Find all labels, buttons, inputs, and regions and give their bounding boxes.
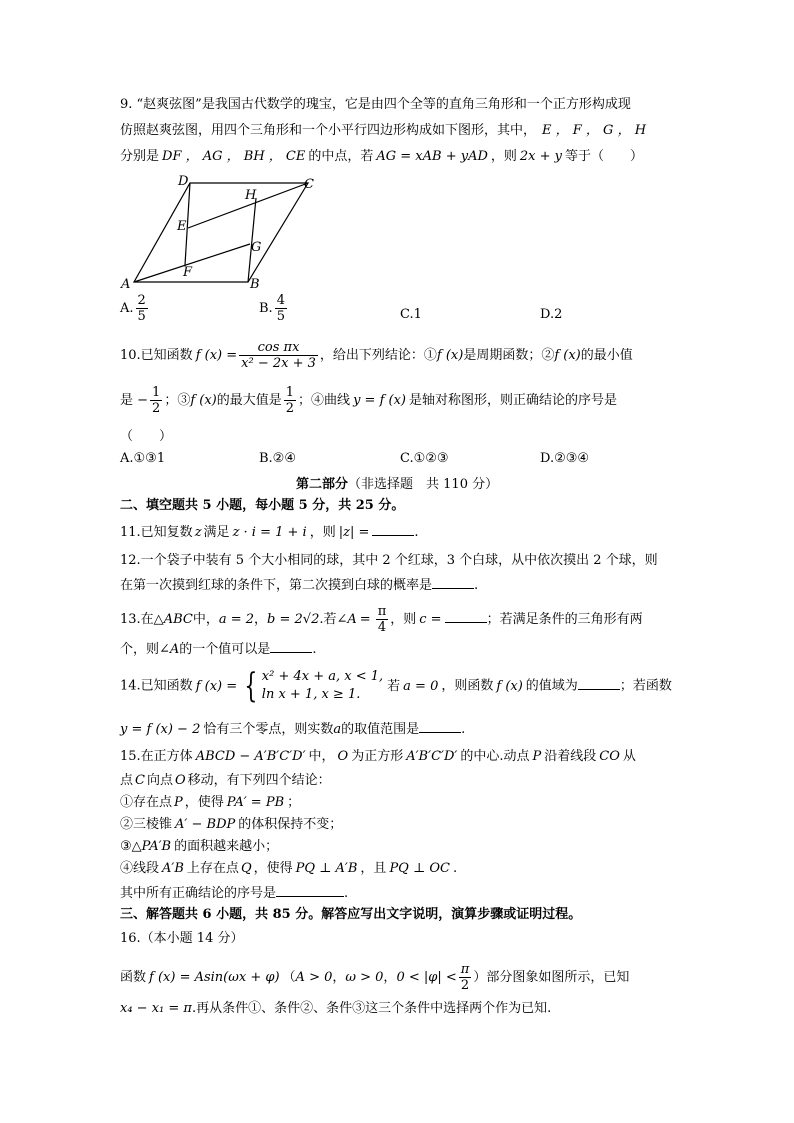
label-G: G [251,240,262,255]
label-H: H [245,188,257,203]
q14-answer-blank-2[interactable] [419,720,461,733]
label-F: F [183,265,193,280]
label-E: E [177,219,187,234]
q15-line2: 点 C 向点 O 移动，有下列四个结论： [120,773,331,788]
q15-statement-1: ①存在点 P ，使得 PA′ = PB ； [120,795,301,810]
q14-answer-blank-1[interactable] [578,677,620,690]
q15-statement-3: ③△PA′B 的面积越来越小； [120,839,279,854]
q10-option-c: C.①②③ [400,451,449,466]
q11-answer-blank[interactable] [372,523,414,536]
q14-line2: y = f (x) − 2 恰有三个零点，则实数a的取值范围是 . [120,722,466,737]
q11: 11.已知复数 z 满足 z · i = 1 + i ，则 |z| = . [120,525,419,540]
q10-option-d: D.②③④ [540,451,590,466]
q9-option-b: B. $\frac{4}{5}$ [259,293,285,324]
parallelogram-ABCD [134,183,308,282]
q9-line2: 仿照赵爽弦图，用四个三角形和一个小平行四边形构成如下图形，其中， E ， F ， G ， H [120,123,647,138]
label-A: A [121,277,131,290]
q15-line1: 15.在正方体 ABCD − A′B′C′D′ 中， O 为正方形 A′B′C′D′ 的中心.动点 P 沿着线段 CO 从 [120,749,636,764]
q15-final: 其中所有正确结论的序号是 . [120,886,349,901]
q13-answer-blank-1[interactable] [445,610,487,623]
q9-option-c: C.1 [400,307,422,322]
q13-answer-blank-2[interactable] [270,640,312,653]
section2-heading: 二、填空题共 5 小题，每小题 5 分，共 25 分。 [120,498,405,513]
q16-line1: 函数 f (x) = Asin(ωx + φ) （A > 0，ω > 0，0 < |φ| < $\frac{\pi}{2}$ ）部分图象如图所示，已知 [120,962,630,993]
q13-line2: 个，则∠A的一个值可以是 . [120,642,317,657]
q9-option-a: A. $\frac{2}{5}$ [120,293,146,324]
q9-figure [118,172,318,290]
q13-line1: 13.在△ABC中，a = 2，b = 2√2.若∠A = $\frac{\pi}{4}$ ，则 c = ；若满足条件的三角形有两 [120,604,643,635]
q10-line2: 是 − $\frac{1}{2}$ ；③f (x)的最大值是 $\frac{1}{2}$ ；④曲线 y = f (x) 是轴对称图形，则正确结论的序号是 [120,385,617,416]
label-C: C [304,177,314,192]
q12-answer-blank[interactable] [432,576,474,589]
q9-vector-equation: AG = xAB + yAD [376,149,488,164]
q10-option-a: A.①③1 [120,451,166,466]
q12-line1: 12.一个袋子中装有 5 个大小相同的球，其中 2 个红球，3 个白球，从中依次摸出 2 个球，则 [120,553,658,568]
q14-line1: 14.已知函数 f (x) = { x² + 4x + a, x < 1, ln x + 1, x ≥ 1. 若 a = 0 ，则函数 f (x) 的值域为 ；若函数 [120,666,672,706]
q9-option-d: D.2 [540,307,563,322]
q12-line2: 在第一次摸到红球的条件下，第二次摸到白球的概率是 . [120,578,479,593]
q9-line1: 9. “赵爽弦图”是我国古代数学的瑰宝，它是由四个全等的直角三角形和一个正方形构成现 [120,97,631,112]
q16-heading: 16.（本小题 14 分） [120,931,244,946]
q10-line1: 10.已知函数 f (x) = $\frac{\text{cos πx}}{\text{x² − 2x + 3}}$ ，给出下列结论：①f (x)是周期函数；②f (x)的最小值 [120,340,633,371]
q16-line2: x₄ − x₁ = π.再从条件①、条件②、条件③这三个条件中选择两个作为已知. [120,1001,552,1016]
q15-answer-blank[interactable] [276,884,344,897]
q15-statement-2: ②三棱锥 A′ − BDP 的体积保持不变； [120,817,343,832]
part2-heading: 第二部分（非选择题 共 110 分） [296,477,499,492]
q9-line3: 分别是 DF ， AG ， BH ， CE 的中点，若 AG = xAB + yAD ，则 2x + y 等于（ ） [120,149,644,164]
label-D: D [178,174,189,189]
label-B: B [250,277,260,290]
q10-line3: （ ） [120,429,173,444]
q10-option-b: B.②④ [259,451,296,466]
q15-statement-4: ④线段 A′B 上存在点 Q ，使得 PQ ⊥ A′B ，且 PQ ⊥ OC . [120,861,458,876]
section3-heading: 三、解答题共 6 小题，共 85 分。解答应写出文字说明，演算步骤或证明过程。 [120,907,582,922]
